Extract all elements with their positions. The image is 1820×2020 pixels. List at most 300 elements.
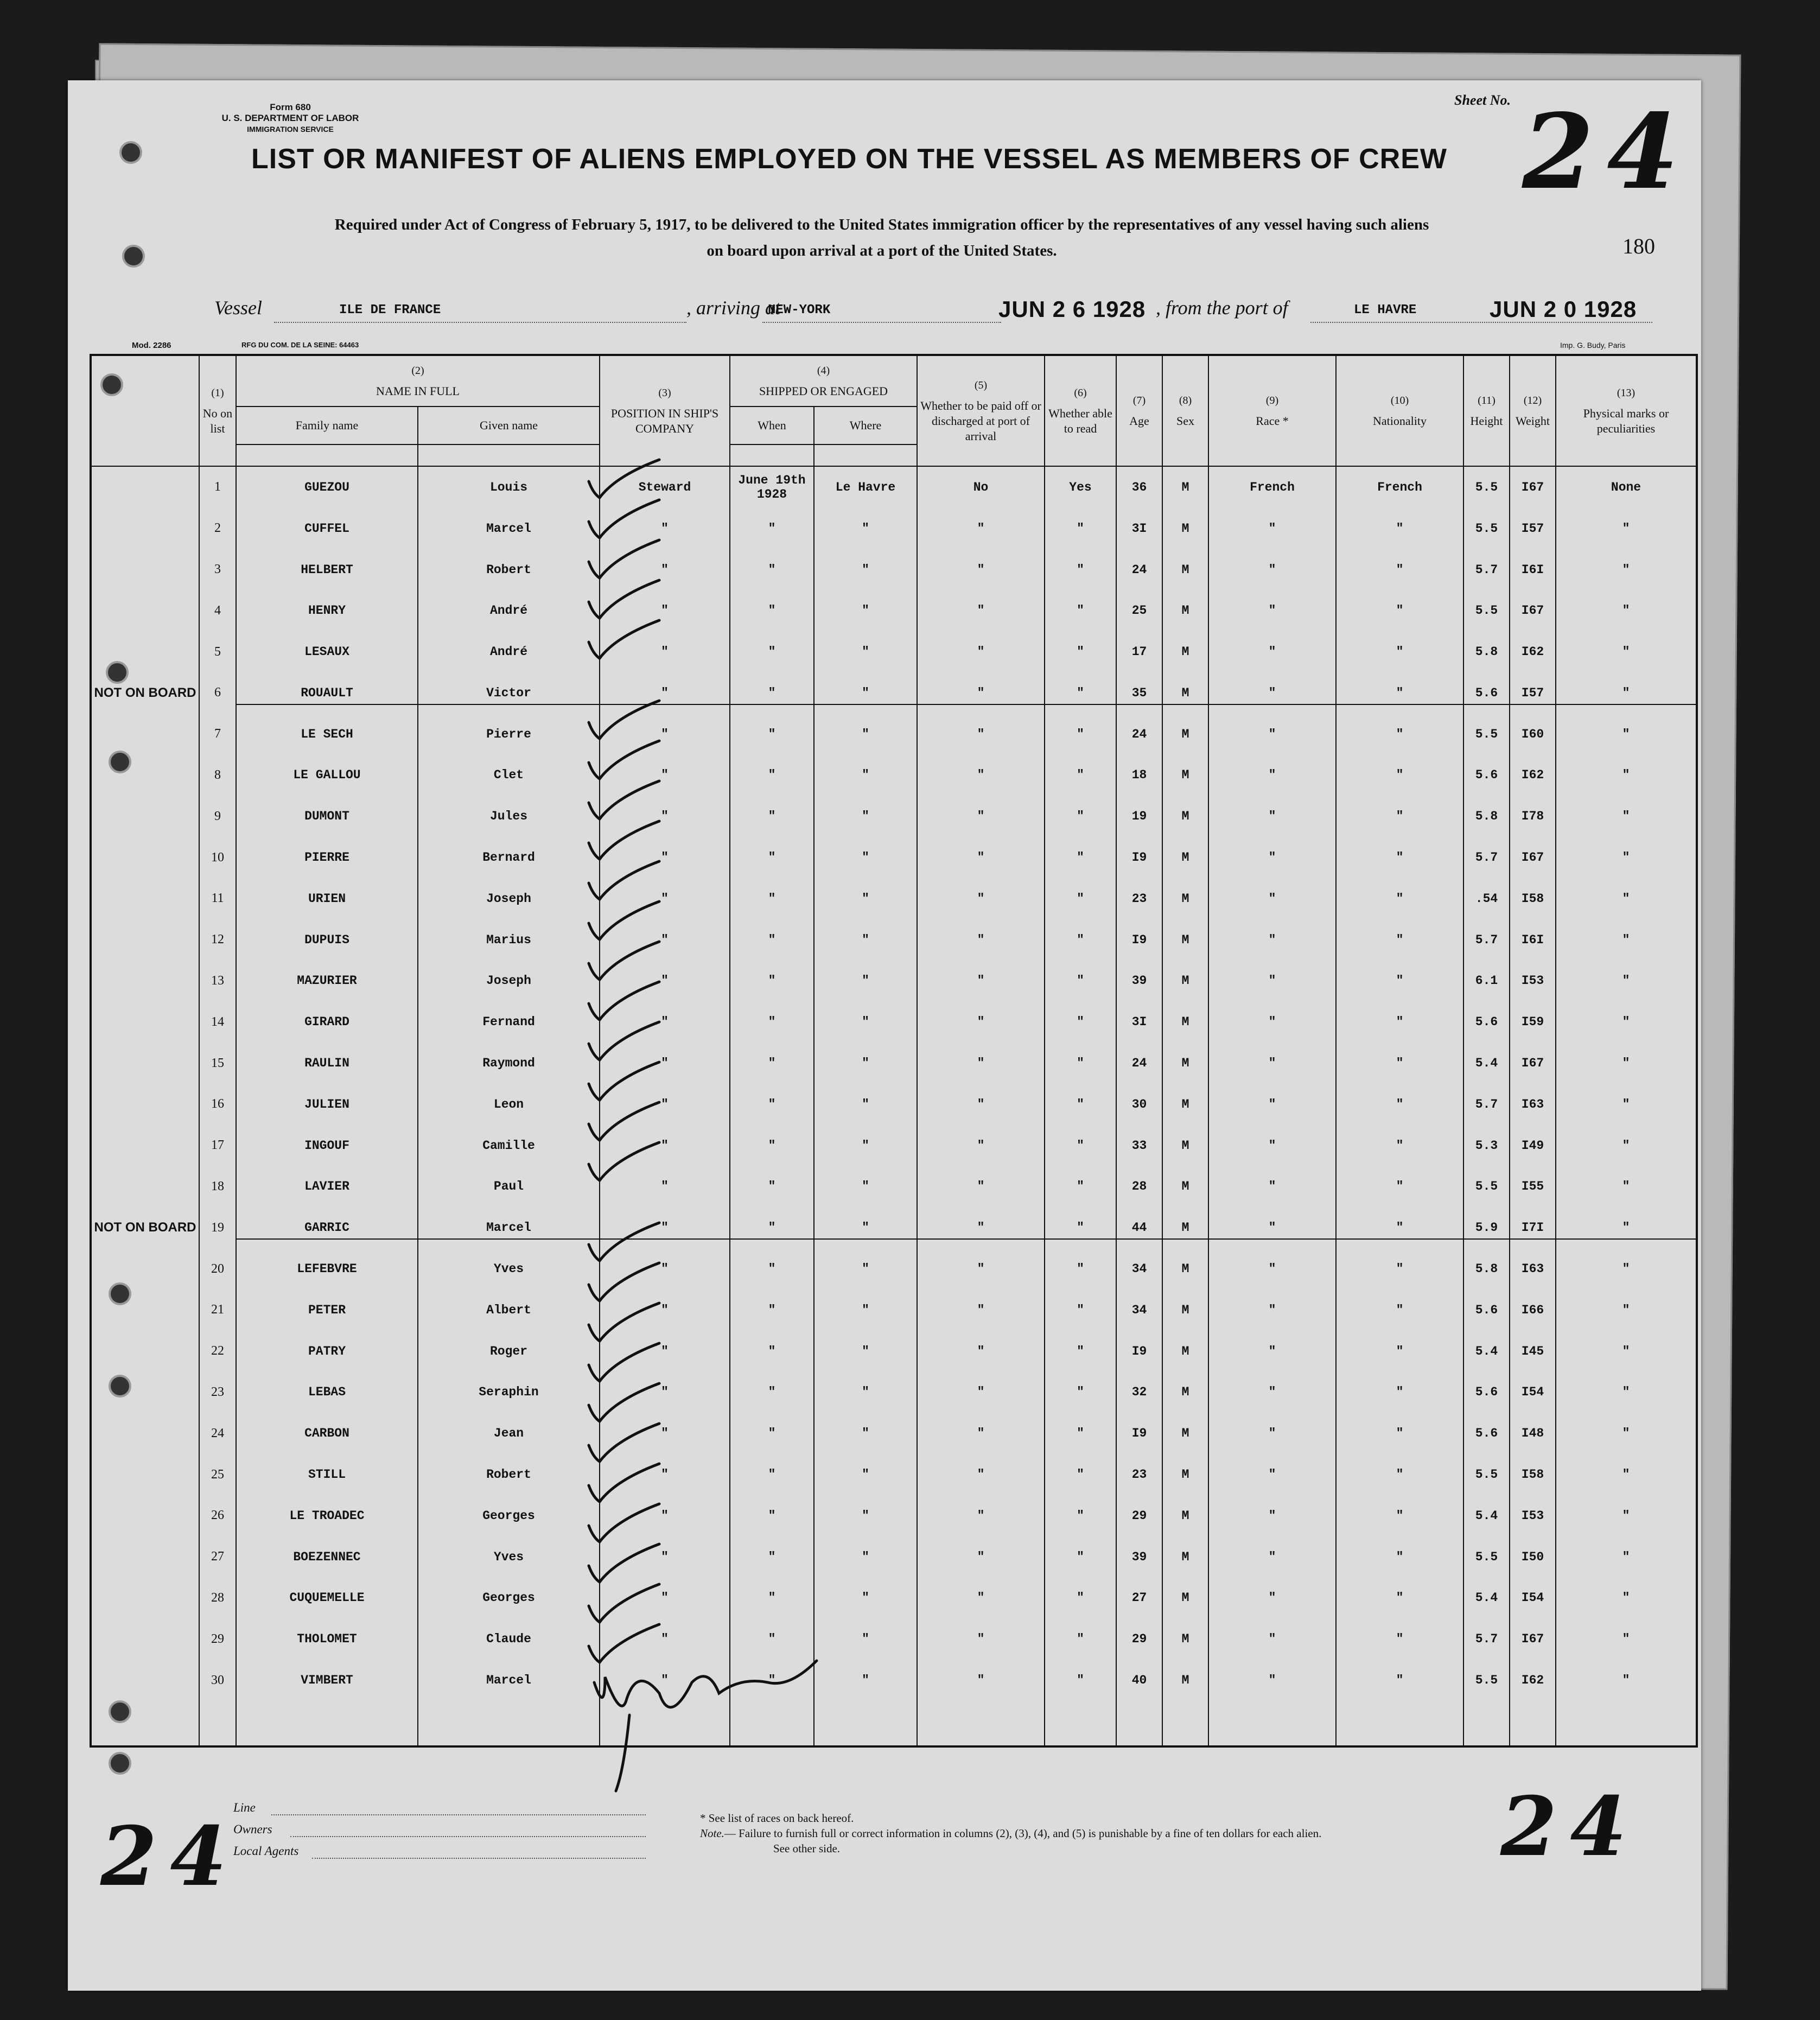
age: 3I [1116,508,1162,549]
physical-marks: " [1556,1166,1697,1208]
sex: M [1162,1618,1208,1660]
list-number: 12 [199,919,236,961]
position: " [600,1290,730,1331]
family-name: LAVIER [236,1166,418,1208]
shipped-where: " [814,837,917,878]
physical-marks: " [1556,1125,1697,1166]
nationality: " [1336,1001,1463,1043]
shipped-where: " [814,1618,917,1660]
able-to-read: " [1045,549,1116,590]
checkmark-12 [589,901,659,939]
printer: Imp. G. Budy, Paris [1560,341,1626,350]
list-number: 21 [199,1290,236,1331]
height: 5.5 [1463,1454,1510,1495]
shipped-where: " [814,1331,917,1372]
position: " [600,1454,730,1495]
list-number: 4 [199,590,236,631]
list-number: 16 [199,1084,236,1125]
checkmark-25 [589,1424,659,1462]
family-name: PATRY [236,1331,418,1372]
shipped-where: " [814,1413,917,1454]
sex: M [1162,1372,1208,1413]
race: " [1208,1618,1336,1660]
age: I9 [1116,1331,1162,1372]
given-name: Georges [418,1578,600,1619]
paid-off: " [917,1207,1045,1248]
height: 5.5 [1463,714,1510,755]
family-name: BOEZENNEC [236,1536,418,1578]
age: 17 [1116,631,1162,672]
list-number: 3 [199,549,236,590]
family-name: DUPUIS [236,919,418,961]
age: 19 [1116,796,1162,837]
checkmark-20 [589,1223,659,1261]
able-to-read: " [1045,1578,1116,1619]
weight: I53 [1510,1495,1556,1536]
col-read-header: (6) Whether able to read [1045,355,1116,466]
see-other-side: See other side. [773,1842,841,1855]
checkmark-8 [589,741,659,779]
nationality: " [1336,755,1463,796]
height: 5.6 [1463,672,1510,714]
physical-marks: " [1556,631,1697,672]
paid-off: " [917,1454,1045,1495]
weight: I57 [1510,672,1556,714]
sex: M [1162,1413,1208,1454]
position: " [600,508,730,549]
list-number: 18 [199,1166,236,1208]
able-to-read: " [1045,1001,1116,1043]
shipped-when: " [730,878,814,919]
race: " [1208,755,1336,796]
physical-marks: " [1556,590,1697,631]
paid-off: " [917,796,1045,837]
nationality: " [1336,1618,1463,1660]
position: " [600,1043,730,1084]
given-name: Albert [418,1290,600,1331]
given-name: Jules [418,796,600,837]
shipped-when: " [730,1043,814,1084]
age: 24 [1116,1043,1162,1084]
shipped-where: " [814,1660,917,1701]
shipped-when: June 19th 1928 [730,466,814,508]
position: " [600,1413,730,1454]
list-number: 23 [199,1372,236,1413]
shipped-when: " [730,590,814,631]
service: IMMIGRATION SERVICE [247,125,334,134]
family-name: CUFFEL [236,508,418,549]
family-name: LEFEBVRE [236,1248,418,1290]
given-name: Paul [418,1166,600,1208]
able-to-read: " [1045,1207,1116,1248]
position: " [600,1207,730,1248]
col-marks-header: (13) Physical marks or peculiarities [1556,355,1697,466]
nationality: " [1336,1084,1463,1125]
shipped-when: " [730,1372,814,1413]
weight: I6I [1510,919,1556,961]
shipped-where: " [814,508,917,549]
checkmark-26 [589,1464,659,1502]
age: 32 [1116,1372,1162,1413]
checkmark-17 [589,1102,659,1140]
position: " [600,1248,730,1290]
given-name: Pierre [418,714,600,755]
nationality: " [1336,1578,1463,1619]
nationality: " [1336,837,1463,878]
height: 5.7 [1463,837,1510,878]
shipped-when: " [730,1248,814,1290]
age: 44 [1116,1207,1162,1248]
paid-off: " [917,1043,1045,1084]
position: " [600,837,730,878]
physical-marks: " [1556,1248,1697,1290]
shipped-where: " [814,796,917,837]
height: 5.7 [1463,549,1510,590]
nationality: " [1336,714,1463,755]
checkmark-10 [589,821,659,859]
sex: M [1162,755,1208,796]
checkmark-22 [589,1303,659,1341]
height: 5.3 [1463,1125,1510,1166]
physical-marks: " [1556,1660,1697,1701]
weight: I58 [1510,1454,1556,1495]
sheet-number-bottom-right: 24 [1500,1779,1640,1875]
race: " [1208,837,1336,878]
shipped-when: " [730,1454,814,1495]
paid-off: " [917,1290,1045,1331]
sex: M [1162,1290,1208,1331]
given-name: Seraphin [418,1372,600,1413]
weight: I7I [1510,1207,1556,1248]
height: 5.6 [1463,1001,1510,1043]
checkmark-24 [589,1383,659,1421]
sex: M [1162,1454,1208,1495]
list-number: 14 [199,1001,236,1043]
list-number: 5 [199,631,236,672]
height: 5.5 [1463,1660,1510,1701]
race: French [1208,466,1336,508]
given-name: Bernard [418,837,600,878]
paid-off: " [917,878,1045,919]
weight: I45 [1510,1331,1556,1372]
weight: I58 [1510,878,1556,919]
height: 5.6 [1463,1290,1510,1331]
height: 5.5 [1463,1536,1510,1578]
list-number: 6 [199,672,236,714]
sex: M [1162,837,1208,878]
nationality: " [1336,1043,1463,1084]
signature-stroke [594,1661,817,1707]
position: " [600,549,730,590]
able-to-read: Yes [1045,466,1116,508]
age: 34 [1116,1248,1162,1290]
shipped-where: " [814,590,917,631]
checkmark-2 [589,500,659,538]
age: I9 [1116,919,1162,961]
given-name: Jean [418,1413,600,1454]
paid-off: " [917,1125,1045,1166]
race: " [1208,1413,1336,1454]
position: " [600,1331,730,1372]
height: 5.8 [1463,1248,1510,1290]
shipped-when: " [730,672,814,714]
race: " [1208,1372,1336,1413]
able-to-read: " [1045,672,1116,714]
race: " [1208,1125,1336,1166]
race: " [1208,1331,1336,1372]
able-to-read: " [1045,1536,1116,1578]
shipped-where: " [814,1372,917,1413]
checkmark-7 [589,701,659,739]
race: " [1208,590,1336,631]
page-title: LIST OR MANIFEST OF ALIENS EMPLOYED ON THE VESSEL AS MEMBERS OF CREW [251,143,1447,175]
shipped-where: " [814,1578,917,1619]
physical-marks: " [1556,1618,1697,1660]
given-name: Robert [418,1454,600,1495]
sheet-number: 24 [1522,91,1692,212]
nationality: " [1336,878,1463,919]
nationality: " [1336,1248,1463,1290]
list-number: 9 [199,796,236,837]
col-paid-off-header: (5) Whether to be paid off or discharged at port of arrival [917,355,1045,466]
shipped-where: " [814,714,917,755]
nationality: " [1336,1166,1463,1208]
given-name: André [418,631,600,672]
from-port-label: , from the port of [1156,297,1288,319]
height: 5.7 [1463,1618,1510,1660]
able-to-read: " [1045,1084,1116,1125]
able-to-read: " [1045,1660,1116,1701]
shipped-where: " [814,672,917,714]
shipped-when: " [730,714,814,755]
form-number: Form 680 [270,102,311,112]
sex: M [1162,1125,1208,1166]
list-number: 20 [199,1248,236,1290]
sex: M [1162,714,1208,755]
owners-label: Owners [233,1822,272,1836]
family-name: STILL [236,1454,418,1495]
weight: I63 [1510,1248,1556,1290]
sex: M [1162,1331,1208,1372]
paid-off: " [917,919,1045,961]
weight: I48 [1510,1413,1556,1454]
sex: M [1162,1578,1208,1619]
sex: M [1162,466,1208,508]
age: 27 [1116,1578,1162,1619]
age: 34 [1116,1290,1162,1331]
family-name: CARBON [236,1413,418,1454]
col-nationality-header: (10) Nationality [1336,355,1463,466]
page-reference: 180 [1622,234,1655,258]
sex: M [1162,1207,1208,1248]
family-name: HENRY [236,590,418,631]
list-number: 22 [199,1331,236,1372]
nationality: " [1336,796,1463,837]
age: 39 [1116,1536,1162,1578]
sex: M [1162,508,1208,549]
paid-off: " [917,508,1045,549]
shipped-when: " [730,508,814,549]
physical-marks: " [1556,1043,1697,1084]
shipped-when: " [730,1495,814,1536]
race: " [1208,1001,1336,1043]
shipped-where: " [814,1207,917,1248]
shipped-when: " [730,1166,814,1208]
position: " [600,755,730,796]
checkmark-27 [589,1504,659,1542]
col-no-header: (1) No on list [199,355,236,466]
position: " [600,672,730,714]
shipped-when: " [730,1331,814,1372]
nationality: " [1336,1536,1463,1578]
shipped-where: " [814,1084,917,1125]
weight: I67 [1510,590,1556,631]
position: " [600,878,730,919]
able-to-read: " [1045,1618,1116,1660]
weight: I6I [1510,549,1556,590]
checkmark-18 [589,1142,659,1180]
given-name: Raymond [418,1043,600,1084]
physical-marks: " [1556,1495,1697,1536]
family-name: ROUAULT [236,672,418,714]
able-to-read: " [1045,1043,1116,1084]
shipped-where: Le Havre [814,466,917,508]
checkmark-30 [589,1624,659,1662]
list-number: 25 [199,1454,236,1495]
checkmark-16 [589,1062,659,1100]
given-name: Joseph [418,878,600,919]
physical-marks: " [1556,1001,1697,1043]
shipped-where: " [814,1125,917,1166]
sex: M [1162,1166,1208,1208]
able-to-read: " [1045,1413,1116,1454]
weight: I67 [1510,1043,1556,1084]
height: 5.9 [1463,1207,1510,1248]
sex: M [1162,631,1208,672]
position: " [600,961,730,1002]
shipped-when: " [730,549,814,590]
height: 6.1 [1463,961,1510,1002]
race: " [1208,672,1336,714]
position: Steward [600,466,730,508]
paid-off: " [917,1618,1045,1660]
departure-date-stamp: JUN 2 0 1928 [1490,296,1637,322]
shipped-where: " [814,1043,917,1084]
weight: I53 [1510,961,1556,1002]
remarks-cell: NOT ON BOARD [91,1207,199,1248]
shipped-where: " [814,631,917,672]
arrival-date-stamp: JUN 2 6 1928 [998,296,1146,322]
department: U. S. DEPARTMENT OF LABOR [221,113,359,123]
family-name: HELBERT [236,549,418,590]
given-name: Camille [418,1125,600,1166]
family-name: MAZURIER [236,961,418,1002]
age: 28 [1116,1166,1162,1208]
age: 23 [1116,878,1162,919]
able-to-read: " [1045,590,1116,631]
weight: I54 [1510,1372,1556,1413]
age: 3I [1116,1001,1162,1043]
position: " [600,1660,730,1701]
checkmark-23 [589,1343,659,1381]
col-height-header: (11) Height [1463,355,1510,466]
nationality: " [1336,1660,1463,1701]
race: " [1208,1043,1336,1084]
given-name: Leon [418,1084,600,1125]
height: 5.7 [1463,919,1510,961]
position: " [600,1001,730,1043]
position: " [600,590,730,631]
weight: I57 [1510,508,1556,549]
arrival-port: NEW-YORK [768,303,831,317]
nationality: " [1336,508,1463,549]
race: " [1208,961,1336,1002]
paid-off: " [917,755,1045,796]
checkmark-15 [589,1022,659,1060]
paid-off: " [917,1248,1045,1290]
shipped-where: " [814,1536,917,1578]
height: 5.5 [1463,1166,1510,1208]
shipped-where: " [814,1001,917,1043]
able-to-read: " [1045,714,1116,755]
departure-port: LE HAVRE [1354,303,1417,317]
arriving-label: , arriving at [686,297,781,319]
list-number: 29 [199,1618,236,1660]
height: .54 [1463,878,1510,919]
sex: M [1162,1495,1208,1536]
physical-marks: " [1556,1331,1697,1372]
sex: M [1162,1248,1208,1290]
given-name: Robert [418,549,600,590]
given-name: Claude [418,1618,600,1660]
given-name: Marcel [418,1660,600,1701]
age: 29 [1116,1618,1162,1660]
shipped-when: " [730,631,814,672]
shipped-where: " [814,1248,917,1290]
shipped-where: " [814,549,917,590]
shipped-when: " [730,1125,814,1166]
nationality: " [1336,672,1463,714]
col-given-name-header: Given name [418,406,600,444]
position: " [600,919,730,961]
line-label: Line [233,1801,256,1814]
age: 29 [1116,1495,1162,1536]
position: " [600,796,730,837]
physical-marks: " [1556,1372,1697,1413]
col-position-header: (3) POSITION IN SHIP'S COMPANY [600,355,730,466]
sheet-number-label: Sheet No. [1454,92,1511,108]
age: 25 [1116,590,1162,631]
shipped-where: " [814,1290,917,1331]
nationality: French [1336,466,1463,508]
given-name: Yves [418,1248,600,1290]
list-number: 15 [199,1043,236,1084]
race: " [1208,714,1336,755]
able-to-read: " [1045,1290,1116,1331]
age: 35 [1116,672,1162,714]
checkmark-11 [589,861,659,899]
nationality: " [1336,1207,1463,1248]
position: " [600,1125,730,1166]
age: I9 [1116,1413,1162,1454]
remarks-cell: NOT ON BOARD [91,672,199,714]
nationality: " [1336,1372,1463,1413]
height: 5.8 [1463,796,1510,837]
sex: M [1162,1001,1208,1043]
given-name: André [418,590,600,631]
paid-off: " [917,714,1045,755]
physical-marks: " [1556,1578,1697,1619]
